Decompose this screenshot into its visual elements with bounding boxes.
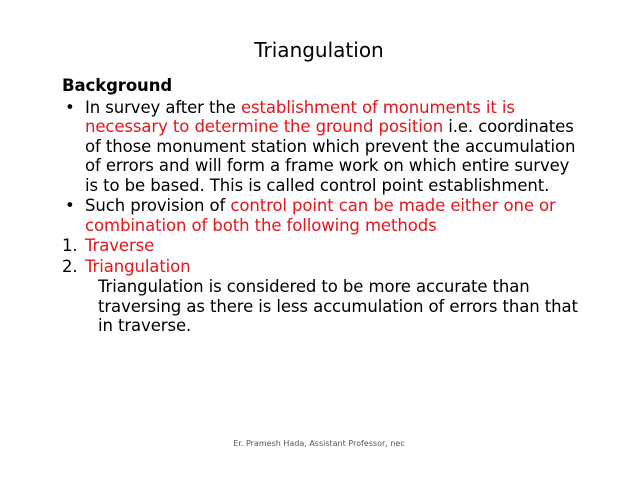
conclusion-paragraph: Triangulation is considered to be more accurate than traversing as there is less accumulation of errors than that in traverse. (98, 277, 578, 335)
bullet-item (62, 196, 582, 235)
slide-title: Triangulation (254, 38, 384, 62)
bullet-text: Such provision of (85, 196, 231, 215)
numbered-text: Triangulation (85, 256, 191, 276)
bullet-marker: • (65, 97, 75, 117)
bullet-highlight: establishment of monuments it is necessary to determine the ground position (85, 97, 515, 136)
bullet-item (62, 98, 582, 196)
bullet-highlight: control point can be made either one or combination of both the following methods (85, 196, 556, 235)
slide-content (62, 76, 582, 336)
numbered-text: Traverse (85, 236, 155, 255)
bullet-text: i.e. coordinates of those monument station which prevent the accumulation of errors and will form a frame work on which entire survey is to be based. This is called control point establishment. (85, 117, 576, 195)
footer-credit: Er. Pramesh Hada, Assistant Professor, nec (233, 439, 405, 448)
bullet-marker: • (65, 196, 75, 215)
numbered-item-triangulation (62, 257, 582, 277)
section-heading: Background (62, 76, 173, 95)
numbered-marker: 1. (62, 236, 78, 255)
numbered-item-traverse (62, 236, 582, 256)
numbered-marker: 2. (62, 256, 78, 276)
bullet-text: In survey after the (85, 97, 241, 117)
